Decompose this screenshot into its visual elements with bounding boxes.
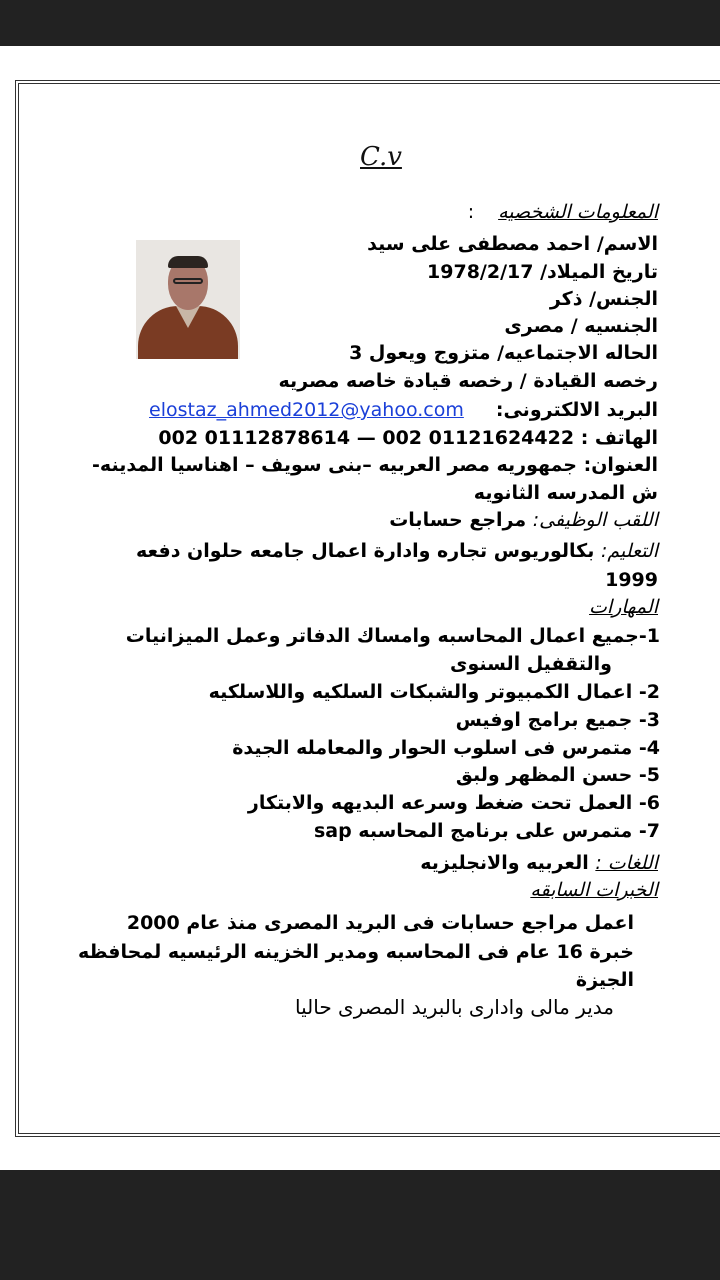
- education-value: بكالوريوس تجاره وادارة اعمال جامعه حلوان دفعه: [136, 540, 601, 562]
- languages-label: اللغات :: [595, 852, 658, 874]
- education-line: [136, 538, 658, 564]
- experience-item: خبرة 16 عام فى المحاسبه ومدير الخزينه الرئيسيه لمحافظه: [78, 941, 634, 963]
- job-title-value: مراجع حسابات: [389, 509, 533, 531]
- nationality-line: الجنسيه / مصرى: [504, 315, 658, 337]
- email-line: [149, 397, 658, 423]
- education-year: 1999: [605, 569, 658, 591]
- address-line-1: العنوان: جمهوريه مصر العربيه –بنى سويف – اهناسيا المدينه-: [92, 454, 658, 476]
- languages-value: العربيه والانجليزيه: [420, 852, 596, 874]
- skill-item: 5- حسن المظهر ولبق: [455, 764, 660, 786]
- email-label: البريد الالكترونى:: [495, 399, 658, 421]
- job-title-label: اللقب الوظيفى:: [532, 509, 658, 531]
- personal-info-colon: :: [467, 201, 475, 223]
- personal-info-heading: المعلومات الشخصيه: [498, 201, 658, 223]
- skill-item: 6- العمل تحت ضغط وسرعه البديهه والابتكار: [247, 792, 660, 814]
- skill-item: 2- اعمال الكمبيوتر والشبكات السلكيه واللاسلكيه: [208, 681, 660, 703]
- profile-photo: [136, 240, 240, 359]
- birth-line: تاريخ الميلاد/ 1978/2/17: [427, 261, 658, 283]
- languages-line: [420, 850, 658, 876]
- personal-info-heading-line: [468, 199, 658, 225]
- cv-title: C.v: [360, 142, 402, 172]
- job-title-line: [389, 507, 658, 533]
- skill-item: والتقفيل السنوى: [450, 653, 612, 675]
- name-line: الاسم/ احمد مصطفى على سيد: [367, 233, 658, 255]
- experience-item: الجيزة: [575, 969, 634, 991]
- address-line-2: ش المدرسه الثانويه: [473, 482, 658, 504]
- marital-line: الحاله الاجتماعيه/ متزوج ويعول 3: [349, 342, 658, 364]
- experience-item: اعمل مراجع حسابات فى البريد المصرى منذ عام 2000: [126, 912, 634, 934]
- license-line: رخصه القيادة / رخصه قيادة خاصه مصريه: [278, 370, 658, 392]
- phone-line: الهاتف : 01121624422 002 — 01112878614 002: [158, 427, 658, 449]
- bottom-navigation-bar: [0, 1170, 720, 1280]
- experience-item: مدير مالى وادارى بالبريد المصرى حاليا: [295, 995, 614, 1019]
- education-label: التعليم:: [600, 540, 658, 562]
- skill-item: 1-جميع اعمال المحاسبه وامساك الدفاتر وعمل الميزانيات: [125, 625, 660, 647]
- email-link[interactable]: elostaz_ahmed2012@yahoo.com: [149, 399, 464, 421]
- experience-heading: الخبرات السابقه: [530, 879, 658, 901]
- gender-line: الجنس/ ذكر: [549, 288, 658, 310]
- skill-item: 3- جميع برامج اوفيس: [455, 709, 660, 731]
- top-status-bar: [0, 0, 720, 46]
- skill-item: 4- متمرس فى اسلوب الحوار والمعامله الجيدة: [232, 737, 660, 759]
- skill-item: 7- متمرس على برنامج المحاسبه sap: [313, 820, 660, 842]
- skills-heading: المهارات: [589, 596, 658, 618]
